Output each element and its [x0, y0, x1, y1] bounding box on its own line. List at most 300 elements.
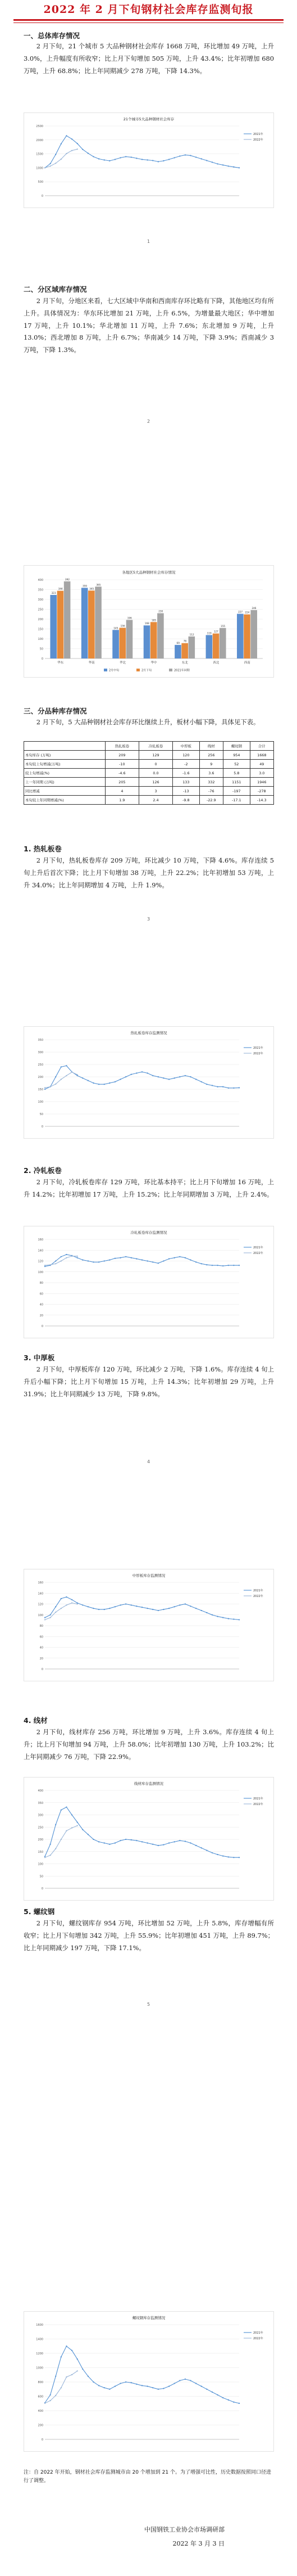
chart-cold	[24, 1226, 274, 1338]
y-tick-label: 500	[38, 181, 43, 184]
table-cell: 3	[139, 787, 172, 796]
data-point	[50, 1614, 51, 1616]
data-point	[66, 1604, 67, 1605]
chart-title: 线材库存监测情况	[134, 1781, 163, 1786]
table-header-cell: 冷轧板卷	[139, 742, 172, 751]
table-cell: 4	[105, 787, 139, 796]
table-cell: 49	[250, 760, 273, 769]
data-point	[104, 1084, 105, 1085]
data-point	[109, 160, 110, 161]
data-point	[212, 1852, 213, 1853]
data-point	[88, 153, 89, 154]
data-point	[152, 1844, 153, 1845]
table-cell: -14.3	[250, 796, 273, 805]
data-point	[195, 1845, 197, 1846]
chart-title: 冷轧板卷库存监测情况	[130, 1230, 167, 1235]
y-tick-label: 1600	[36, 2324, 43, 2327]
data-point	[66, 1065, 67, 1066]
bar	[250, 610, 257, 658]
table-header-cell: 热轧板卷	[105, 742, 139, 751]
table-cell: 5.8	[223, 769, 250, 778]
data-point	[136, 1840, 137, 1841]
chart-frame	[24, 2312, 274, 2452]
chart-frame	[24, 1027, 274, 1139]
data-point	[109, 1608, 110, 1609]
data-point	[141, 1841, 143, 1842]
table-cell: 2.4	[139, 796, 172, 805]
data-point	[55, 1263, 56, 1264]
data-point	[125, 2381, 126, 2383]
data-point	[55, 1076, 56, 1077]
table-cell: 9	[199, 760, 223, 769]
data-point	[93, 1839, 94, 1840]
data-point	[61, 1256, 62, 1257]
data-point	[50, 2400, 51, 2401]
data-point	[206, 2389, 207, 2390]
legend-swatch	[104, 669, 107, 671]
data-point	[147, 2386, 148, 2387]
data-point	[77, 2358, 78, 2360]
table-row-label: 本旬库存 (万吨)	[24, 751, 106, 760]
y-tick-label: 250	[38, 1826, 43, 1830]
table-cell: -76	[199, 787, 223, 796]
data-point	[88, 1606, 89, 1607]
bar-value-label: 230	[158, 610, 163, 613]
bar	[50, 595, 57, 658]
inventory-table	[24, 741, 274, 805]
data-point	[120, 1079, 121, 1080]
data-point	[55, 1612, 56, 1613]
data-point	[136, 1072, 137, 1073]
data-point	[190, 2380, 191, 2381]
y-tick-label: 350	[38, 1801, 43, 1805]
data-point	[88, 1080, 89, 1081]
data-point	[88, 1834, 89, 1835]
y-tick-label: 0	[41, 1887, 43, 1891]
legend-label: 2021年同期	[174, 669, 190, 673]
chart-rebar	[24, 2311, 274, 2452]
bar-value-label: 145	[113, 626, 118, 630]
table-row	[24, 796, 274, 805]
data-point	[50, 1086, 51, 1088]
data-point	[212, 161, 213, 163]
data-point	[109, 2389, 110, 2390]
data-point	[217, 1265, 218, 1266]
data-point	[239, 2403, 240, 2404]
data-point	[168, 1608, 170, 1609]
data-point	[163, 1609, 164, 1610]
data-point	[71, 1599, 72, 1600]
data-point	[190, 1605, 191, 1607]
bar	[81, 588, 88, 658]
sub-2-heading: 2. 冷轧板卷	[24, 1166, 62, 1175]
title-rule-thick	[13, 19, 284, 21]
chart-title: 21个城市5大品种钢材社会库存	[123, 117, 175, 121]
footnote: 注：自 2022 年开始，钢材社会库存监测城市由 20 个增加到 21 个。为了增强可比性，历史数据按照同口径进行了调整。	[24, 2470, 271, 2484]
legend-label: 2022年	[253, 1252, 263, 1255]
data-point	[195, 1079, 197, 1080]
table-cell: -1.6	[173, 769, 200, 778]
chart-plate	[24, 1569, 274, 1681]
data-point	[147, 1072, 148, 1073]
y-tick-label: 100	[38, 1270, 43, 1274]
data-point	[61, 1260, 62, 1261]
data-point	[152, 1609, 153, 1610]
data-point	[228, 1618, 229, 1619]
legend-label: 2月下旬	[141, 669, 152, 673]
data-point	[50, 1617, 51, 1618]
bar	[126, 620, 133, 658]
section-1-paragraph: 2 月下旬，21 个城市 5 大品种钢材社会库存 1668 万吨，环比增加 49 万吨，上升 3.0%，上升幅度有所收窄；比上月下旬增加 505 万吨，上升 43.4%；比年初增加 680 万吨，上升 68.8%；比上年同期减少 278 万吨，下降 14.3%。	[24, 42, 274, 75]
data-point	[233, 1618, 234, 1619]
data-point	[55, 1824, 56, 1825]
data-point	[61, 143, 62, 145]
data-point	[71, 2374, 72, 2375]
data-point	[136, 2384, 137, 2385]
table-row-label: 本旬较上年同期增减(%)	[24, 796, 106, 805]
x-tick-label: 华东	[57, 661, 64, 665]
bar-value-label: 227	[238, 610, 243, 613]
bar	[213, 634, 220, 658]
y-tick-label: 100	[38, 1100, 43, 1104]
table-cell: -22.9	[199, 796, 223, 805]
bar-value-label: 185	[152, 619, 156, 622]
data-point	[141, 159, 143, 160]
bar-value-label: 196	[127, 616, 132, 620]
data-point	[104, 159, 105, 160]
bar	[119, 628, 126, 658]
data-point	[44, 1087, 45, 1088]
data-point	[125, 1256, 126, 1257]
table-header-cell: 合计	[250, 742, 273, 751]
table-row	[24, 751, 274, 760]
bar-value-label: 127	[213, 630, 218, 633]
page-number: 1	[147, 239, 150, 244]
table-row	[24, 778, 274, 787]
data-point	[50, 1844, 51, 1845]
y-tick-label: 200	[38, 1076, 43, 1079]
legend-label: 2022年	[253, 1803, 263, 1806]
bar-value-label: 112	[189, 633, 194, 636]
data-point	[82, 2369, 83, 2370]
data-point	[233, 1857, 234, 1858]
data-point	[61, 1608, 62, 1609]
data-point	[185, 2379, 186, 2380]
title-rule-thin	[13, 22, 284, 23]
data-point	[93, 1608, 94, 1609]
sub-1-paragraph: 2 月下旬，热轧板卷库存 209 万吨，环比减少 10 万吨，下降 4.6%。库存连续 5 旬上升后首次下降；比上月下旬增加 38 万吨，上升 22.2%；比年初增加 53 万吨，上升 34.0%；比上年同期增加 4 万吨，上升 1.9%。	[24, 856, 274, 889]
data-point	[104, 2387, 105, 2388]
data-point	[179, 155, 180, 156]
page-number: 4	[147, 1459, 150, 1464]
data-point	[66, 2376, 67, 2378]
y-tick-label: 0	[41, 657, 43, 661]
data-point	[185, 1075, 186, 1076]
legend-swatch	[136, 669, 140, 671]
data-point	[50, 2394, 51, 2395]
data-point	[136, 157, 137, 159]
y-tick-label: 350	[38, 588, 43, 592]
y-tick-label: 350	[38, 1039, 43, 1042]
bar-value-label: 156	[120, 624, 125, 628]
data-point	[61, 159, 62, 160]
table-cell: -197	[223, 787, 250, 796]
table-cell: 0.0	[139, 769, 172, 778]
y-tick-label: 150	[38, 1088, 43, 1091]
table-cell: -9.8	[173, 796, 200, 805]
data-point	[201, 2386, 202, 2387]
data-point	[71, 1072, 72, 1073]
data-point	[174, 1077, 175, 1079]
y-tick-label: 160	[38, 1238, 43, 1242]
page-number: 3	[147, 917, 150, 922]
y-tick-label: 60	[39, 1635, 43, 1639]
data-point	[66, 1254, 67, 1255]
data-point	[136, 1605, 137, 1607]
data-point	[115, 159, 116, 160]
y-tick-label: 50	[39, 1875, 43, 1879]
bar	[244, 615, 250, 658]
y-tick-label: 100	[38, 638, 43, 641]
data-point	[147, 1842, 148, 1843]
data-point	[93, 2381, 94, 2383]
chart-region	[24, 565, 274, 678]
table-cell: -13	[173, 787, 200, 796]
table-cell: 129	[139, 751, 172, 760]
data-point	[174, 1841, 175, 1842]
data-point	[131, 1074, 132, 1075]
y-tick-label: 300	[38, 1051, 43, 1054]
data-point	[195, 156, 197, 157]
y-tick-label: 0	[41, 1125, 43, 1129]
bar	[150, 622, 157, 658]
data-point	[88, 2376, 89, 2377]
y-tick-label: 200	[38, 618, 43, 621]
data-point	[125, 1076, 126, 1077]
bar	[112, 630, 119, 658]
data-point	[98, 2385, 99, 2386]
chart-total	[24, 112, 274, 208]
data-point	[115, 1606, 116, 1607]
table-cell: 126	[139, 778, 172, 787]
y-tick-label: 200	[38, 1838, 43, 1842]
data-point	[109, 1844, 110, 1845]
y-tick-label: 160	[38, 1581, 43, 1585]
data-point	[61, 2356, 62, 2357]
x-tick-label: 西南	[244, 661, 250, 665]
y-tick-label: 400	[38, 579, 43, 582]
data-point	[147, 1260, 148, 1261]
data-point	[217, 1616, 218, 1617]
data-point	[147, 159, 148, 160]
y-tick-label: 0	[41, 2438, 43, 2442]
chart-hot	[24, 1026, 274, 1139]
data-point	[115, 2386, 116, 2387]
data-point	[71, 138, 72, 139]
table-cell: 1946	[250, 778, 273, 787]
bar-value-label: 78	[183, 639, 187, 643]
data-point	[66, 135, 67, 136]
data-point	[120, 1257, 121, 1258]
bar-value-label: 155	[221, 624, 226, 628]
chart-frame	[24, 1226, 274, 1338]
data-point	[179, 1840, 180, 1841]
bar	[144, 625, 150, 658]
data-point	[239, 1857, 240, 1858]
data-point	[239, 1619, 240, 1620]
data-point	[71, 1602, 72, 1603]
data-point	[120, 2383, 121, 2384]
data-point	[174, 1606, 175, 1607]
bar-value-label: 365	[96, 583, 101, 587]
y-tick-label: 0	[41, 1325, 43, 1328]
bar	[220, 628, 226, 658]
bar	[237, 614, 244, 658]
data-point	[163, 160, 164, 161]
data-point	[71, 1256, 72, 1257]
data-point	[82, 1259, 83, 1260]
data-point	[98, 1084, 99, 1085]
data-point	[71, 2350, 72, 2351]
bar	[57, 591, 64, 658]
y-tick-label: 2000	[36, 138, 43, 142]
data-point	[217, 2394, 218, 2395]
data-point	[217, 1086, 218, 1088]
data-point	[158, 1610, 159, 1611]
data-point	[201, 1081, 202, 1082]
data-point	[217, 1854, 218, 1855]
bar-value-label: 224	[245, 611, 250, 614]
data-point	[50, 1264, 51, 1265]
data-point	[233, 1265, 234, 1266]
table-row-label: 本旬较上旬增减(万吨)	[24, 760, 106, 769]
table-cell: 1.9	[105, 796, 139, 805]
y-tick-label: 1000	[36, 166, 43, 170]
y-tick-label: 20	[39, 1657, 43, 1661]
data-point	[131, 1604, 132, 1605]
data-point	[158, 1845, 159, 1846]
table-cell: 1151	[223, 778, 250, 787]
data-point	[163, 1260, 164, 1261]
bar	[95, 587, 102, 658]
data-point	[163, 1077, 164, 1079]
data-point	[125, 156, 126, 157]
data-point	[185, 1603, 186, 1604]
section-3-paragraph: 2 月下旬，5 大品种钢材社会库存环比继续上升，板材小幅下降，具体见下表。	[36, 718, 260, 726]
table-cell: 256	[199, 751, 223, 760]
data-point	[152, 1261, 153, 1262]
data-point	[125, 1839, 126, 1840]
signature-date: 2022 年 3 月 3 日	[172, 2540, 225, 2547]
legend-label: 2021年	[253, 133, 263, 136]
data-point	[66, 153, 67, 154]
y-tick-label: 40	[39, 1646, 43, 1650]
data-point	[109, 1082, 110, 1084]
table-cell: 0	[139, 760, 172, 769]
data-point	[98, 1261, 99, 1262]
bar-value-label: 392	[65, 578, 70, 581]
data-point	[44, 1617, 45, 1618]
y-tick-label: 50	[39, 647, 43, 651]
sub-1-heading: 1. 热轧板卷	[24, 845, 62, 853]
y-tick-label: 100	[38, 1613, 43, 1617]
data-point	[131, 1257, 132, 1258]
data-point	[109, 1259, 110, 1260]
sub-4-heading: 4. 线材	[24, 1716, 48, 1725]
table-header-cell	[24, 742, 106, 751]
sub-5-paragraph: 2 月下旬，螺纹钢库存 954 万吨，环比增加 52 万吨，上升 5.8%，库存增幅有所收窄；比上月下旬增加 342 万吨，上升 55.9%；比年初增加 451 万吨，上升 89.7%；比上年同期减少 197 万吨，下降 17.1%。	[24, 1919, 274, 1952]
legend-label: 2022年	[253, 1052, 263, 1055]
x-tick-label: 华南	[88, 661, 95, 665]
data-point	[168, 1079, 170, 1080]
data-point	[168, 2386, 170, 2387]
sub-3-paragraph: 2 月下旬，中厚板库存 120 万吨，环比减少 2 万吨，下降 1.6%。库存连续 4 旬上升后小幅下降；比上月下旬增加 15 万吨，上升 14.3%；比年初增加 29 万吨，上升 31.9%；比上年同期减少 13 万吨，下降 9.8%。	[24, 1365, 274, 1398]
bar	[157, 613, 164, 659]
y-tick-label: 2500	[36, 125, 43, 128]
bar-value-label: 246	[252, 606, 257, 610]
y-tick-label: 20	[39, 1314, 43, 1318]
data-point	[190, 155, 191, 156]
table-cell: 1668	[250, 751, 273, 760]
y-tick-label: 80	[39, 1282, 43, 1285]
data-point	[195, 1608, 197, 1609]
table-cell: 209	[105, 751, 139, 760]
data-point	[98, 1609, 99, 1610]
legend-label: 2021年	[253, 2331, 263, 2335]
y-tick-label: 400	[38, 2410, 43, 2413]
y-tick-label: 0	[41, 1668, 43, 1671]
data-point	[82, 149, 83, 150]
data-point	[168, 1842, 170, 1843]
chart-title: 中厚板库存监测情况	[132, 1573, 166, 1578]
data-point	[44, 1265, 45, 1266]
bar-value-label: 119	[207, 631, 212, 635]
table-cell: -4.6	[105, 769, 139, 778]
bar	[206, 635, 213, 658]
table-row-label: 较上旬增减(%)	[24, 769, 106, 778]
data-point	[158, 161, 159, 162]
data-point	[61, 1079, 62, 1080]
data-point	[141, 1607, 143, 1608]
sub-4-paragraph: 2 月下旬，线材库存 256 万吨，环比增加 9 万吨，上升 3.6%。库存连续 4 旬上升；比上月下旬增加 94 万吨，上升 58.0%；比年初增加 130 万吨，上升 103.2%；比上年同期减少 76 万吨，下降 22.9%。	[24, 1728, 274, 1761]
table-cell: 120	[173, 751, 200, 760]
x-tick-label: 东北	[181, 661, 188, 665]
bar	[175, 645, 181, 658]
data-point	[55, 1260, 56, 1261]
report-title: 2022 年 2 月下旬钢材社会库存监测旬报	[43, 3, 254, 16]
data-point	[228, 1088, 229, 1089]
data-point	[55, 2395, 56, 2396]
data-point	[88, 1260, 89, 1261]
data-point	[233, 1088, 234, 1089]
data-point	[55, 154, 56, 155]
legend-label: 2021年	[253, 1797, 263, 1801]
data-point	[55, 1606, 56, 1607]
data-point	[50, 163, 51, 164]
bar	[88, 590, 95, 658]
table-row	[24, 769, 274, 778]
data-point	[115, 1842, 116, 1843]
data-point	[190, 1076, 191, 1077]
data-point	[179, 1256, 180, 1257]
data-point	[55, 1848, 56, 1849]
table-header-row	[24, 742, 274, 751]
data-point	[141, 2385, 143, 2386]
data-point	[77, 1825, 78, 1826]
data-point	[222, 1855, 223, 1856]
data-point	[228, 2399, 229, 2401]
chart-title: 螺纹钢库存监测情况	[132, 2316, 166, 2320]
